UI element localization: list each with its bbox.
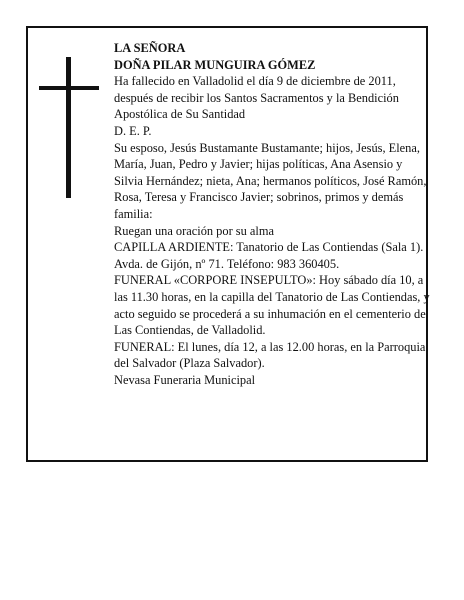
funeral-paragraph: FUNERAL: El lunes, día 12, a las 12.00 horas, en la Parroquia del Salvador (Plaza Salvador). [114,339,426,371]
funeral-home: Nevasa Funeraria Municipal [114,372,256,387]
cross-horizontal-bar [39,86,99,90]
chapel-paragraph: CAPILLA ARDIENTE: Tanatorio de Las Contiendas (Sala 1). Avda. de Gijón, nº 71. Teléfono: 983 360405. [114,240,424,271]
rip-line: D. E. P. [114,123,152,138]
corpore-insepulto-paragraph: FUNERAL «CORPORE INSEPULTO»: Hoy sábado día 10, a las 11.30 horas, en la capilla del Tanatorio de Las Contiendas, y acto seguido se procederá a su inhumación en el cementerio de Las Contiendas, de Valladolid. [114,273,430,338]
notice-title: LA SEÑORA [114,41,186,55]
notice-text [114,40,432,388]
cross-vertical-bar [66,57,71,198]
death-paragraph: Ha fallecido en Valladolid el día 9 de diciembre de 2011, después de recibir los Santos Sacramentos y la Bendición Apostólica de Su Santidad [114,74,399,122]
obituary-notice [26,26,428,462]
family-paragraph: Su esposo, Jesús Bustamante Bustamante; hijos, Jesús, Elena, María, Juan, Pedro y Javier; hijas políticas, Ana Asensio y Silvia Hernández; nieta, Ana; hermanos políticos, José Ramón, Rosa, Teresa y Francisco Javier; sobrinos, primos y demás familia: [114,140,427,221]
deceased-name: DOÑA PILAR MUNGUIRA GÓMEZ [114,57,316,72]
prayer-line: Ruegan una oración por su alma [114,223,274,238]
